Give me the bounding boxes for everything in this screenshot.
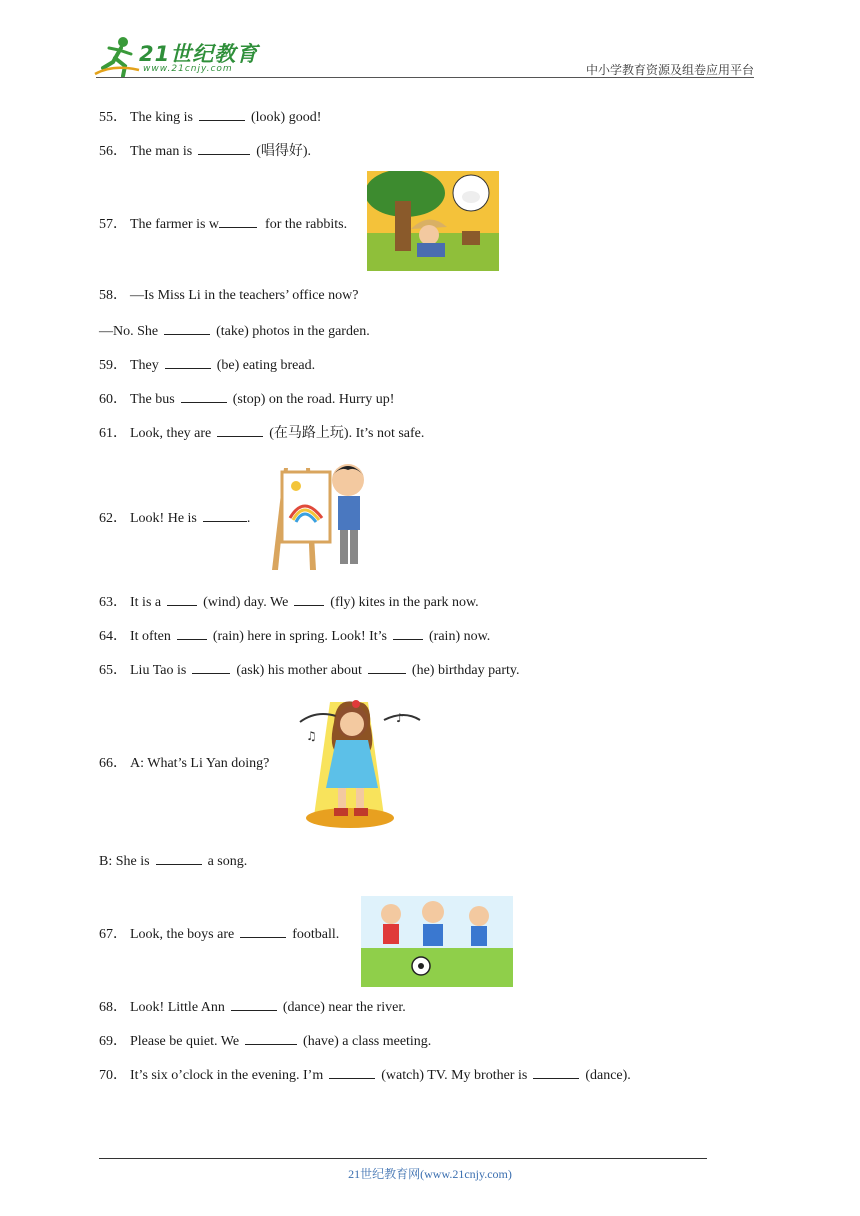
answer-blank[interactable]	[167, 592, 197, 606]
question-60	[99, 389, 394, 409]
answer-blank[interactable]	[164, 321, 210, 335]
question-text: Look! He is	[130, 511, 197, 526]
question-text: for the rabbits.	[265, 217, 348, 232]
answer-blank[interactable]	[219, 214, 257, 228]
question-text: a song.	[207, 854, 248, 869]
header-divider	[96, 77, 754, 78]
question-number: 56．	[99, 144, 127, 159]
question-text: (fly) kites in the park now.	[330, 595, 479, 610]
question-text: The man is	[130, 144, 193, 159]
answer-blank[interactable]	[240, 924, 286, 938]
question-56	[99, 141, 311, 161]
question-text: It’s six o’clock in the evening. I’m	[130, 1068, 324, 1083]
question-number: 69．	[99, 1034, 127, 1049]
question-text: Liu Tao is	[130, 663, 187, 678]
runner-logo-icon	[93, 34, 141, 78]
question-text: (take) photos in the garden.	[216, 324, 370, 339]
answer-blank[interactable]	[203, 508, 247, 522]
question-text: (唱得好).	[256, 144, 312, 159]
question-text: (be) eating bread.	[216, 358, 316, 373]
question-67	[99, 924, 339, 944]
question-text: (he) birthday party.	[411, 663, 520, 678]
answer-blank[interactable]	[393, 626, 423, 640]
question-62	[99, 508, 250, 528]
question-number: 67．	[99, 927, 127, 942]
question-number: 61．	[99, 426, 127, 441]
question-61	[99, 423, 424, 443]
question-text: (wind) day. We	[203, 595, 289, 610]
question-text: —Is Miss Li in the teachers’ office now?	[130, 288, 359, 303]
question-text: (have) a class meeting.	[303, 1034, 432, 1049]
question-58	[99, 287, 358, 305]
question-text: (look) good!	[251, 110, 322, 125]
question-number: 59．	[99, 358, 127, 373]
question-number: 70．	[99, 1068, 127, 1083]
logo-text: 21世纪教育	[139, 42, 259, 66]
question-text: They	[130, 358, 159, 373]
question-number: 63．	[99, 595, 127, 610]
page-header	[0, 0, 860, 90]
question-text: (dance) near the river.	[282, 1000, 406, 1015]
question-number: 64．	[99, 629, 127, 644]
girl-singing-picture	[296, 692, 424, 832]
question-70	[99, 1065, 631, 1085]
farmer-rabbit-picture	[367, 171, 499, 271]
question-text: .	[246, 511, 251, 526]
question-text: (rain) now.	[429, 629, 491, 644]
answer-blank[interactable]	[165, 355, 211, 369]
answer-blank[interactable]	[329, 1065, 375, 1079]
question-text: It is a	[130, 595, 162, 610]
question-number: 65．	[99, 663, 127, 678]
logo-url: www.21cnjy.com	[143, 64, 233, 74]
question-text: (ask) his mother about	[236, 663, 362, 678]
question-text: football.	[292, 927, 340, 942]
question-number: 58．	[99, 288, 127, 303]
boy-painting-picture	[266, 458, 378, 572]
footer-link[interactable]: 21世纪教育网(www.21cnjy.com)	[348, 1167, 512, 1181]
question-text: B: She is	[99, 854, 150, 869]
question-64	[99, 626, 490, 646]
question-text: It often	[130, 629, 171, 644]
answer-blank[interactable]	[217, 423, 263, 437]
question-text: (stop) on the road. Hurry up!	[232, 392, 395, 407]
footer-divider	[99, 1158, 707, 1159]
answer-blank[interactable]	[156, 851, 202, 865]
svg-text:♫: ♫	[306, 729, 317, 743]
question-66	[99, 755, 269, 773]
question-text: The king is	[130, 110, 193, 125]
question-text: (rain) here in spring. Look! It’s	[212, 629, 388, 644]
question-59	[99, 355, 315, 375]
question-number: 62．	[99, 511, 127, 526]
answer-blank[interactable]	[198, 141, 250, 155]
question-number: 60．	[99, 392, 127, 407]
platform-name: 中小学教育资源及组卷应用平台	[585, 63, 754, 77]
question-text: —No. She	[99, 324, 159, 339]
question-text: (watch) TV. My brother is	[381, 1068, 528, 1083]
question-58-answer	[99, 321, 370, 341]
answer-blank[interactable]	[533, 1065, 579, 1079]
answer-blank[interactable]	[192, 660, 230, 674]
question-text: A: What’s Li Yan doing?	[130, 756, 270, 771]
question-text: Look, the boys are	[130, 927, 235, 942]
question-65	[99, 660, 519, 680]
answer-blank[interactable]	[199, 107, 245, 121]
question-text: (dance).	[585, 1068, 631, 1083]
answer-blank[interactable]	[181, 389, 227, 403]
question-number: 55．	[99, 110, 127, 125]
question-68	[99, 997, 406, 1017]
question-number: 68．	[99, 1000, 127, 1015]
question-66-answer	[99, 851, 247, 871]
answer-blank[interactable]	[245, 1031, 297, 1045]
question-text: Look! Little Ann	[130, 1000, 225, 1015]
question-55	[99, 107, 321, 127]
answer-blank[interactable]	[368, 660, 406, 674]
question-text: The bus	[130, 392, 175, 407]
question-text: Look, they are	[130, 426, 212, 441]
question-text: The farmer is w	[130, 217, 220, 232]
answer-blank[interactable]	[177, 626, 207, 640]
question-text: Please be quiet. We	[130, 1034, 240, 1049]
svg-text:♪: ♪	[396, 711, 404, 725]
question-57	[99, 214, 347, 234]
question-text: (在马路上玩). It’s not safe.	[269, 426, 425, 441]
question-number: 66．	[99, 756, 127, 771]
boys-football-picture	[361, 896, 513, 987]
site-logo[interactable]	[93, 34, 263, 78]
answer-blank[interactable]	[231, 997, 277, 1011]
answer-blank[interactable]	[294, 592, 324, 606]
question-number: 57．	[99, 217, 127, 232]
question-63	[99, 592, 479, 612]
question-69	[99, 1031, 431, 1051]
